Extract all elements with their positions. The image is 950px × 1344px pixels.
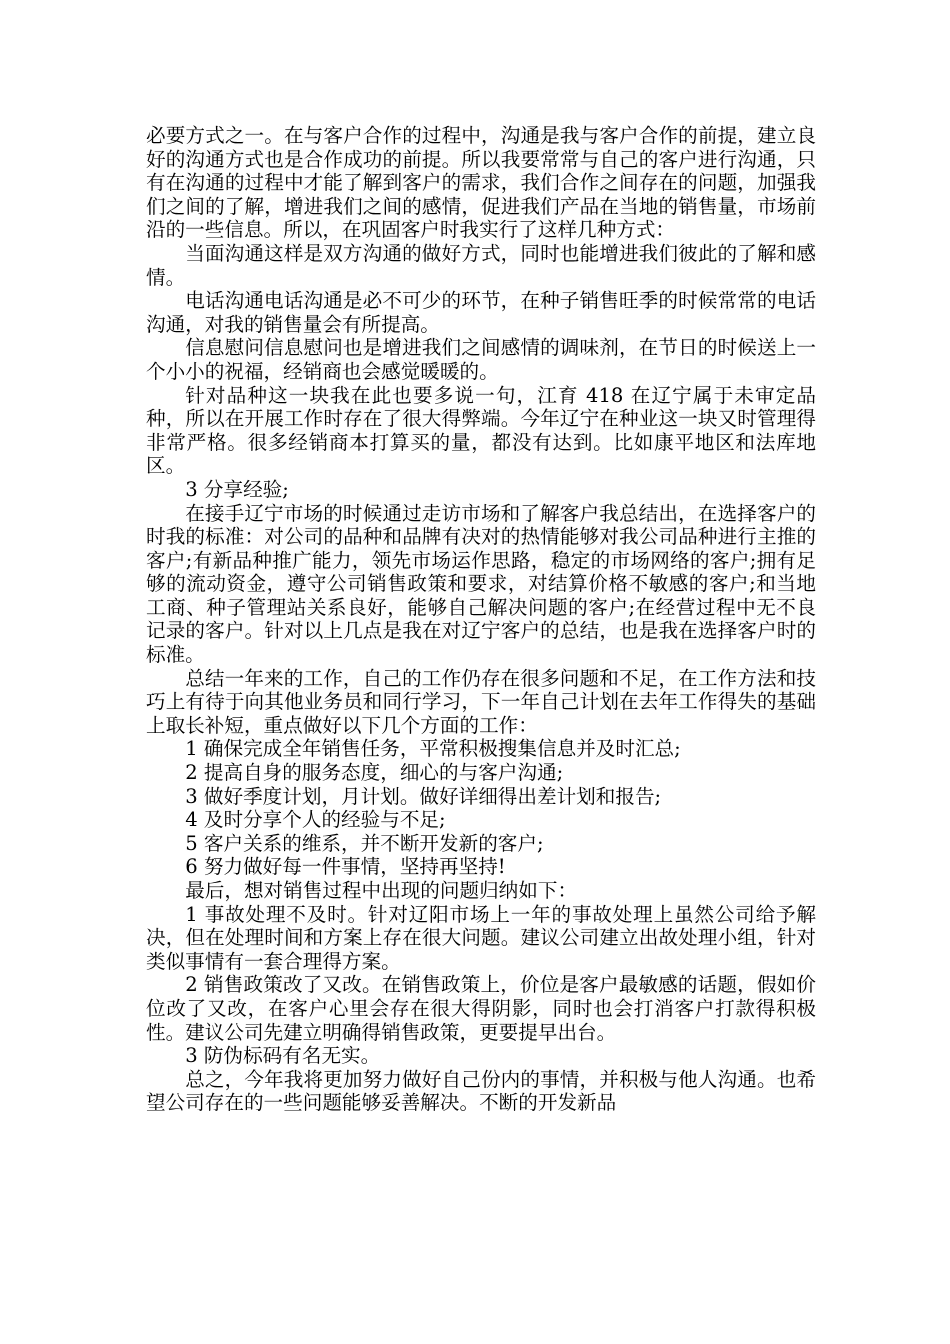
paragraph-conclusion: 总之，今年我将更加努力做好自己份内的事情，并积极与他人沟通。也希望公司存在的一些问题能够妥善解决。不断的开发新品	[146, 1067, 816, 1115]
paragraph-problems-intro: 最后，想对销售过程中出现的问题归纳如下：	[185, 879, 578, 902]
paragraph-message: 信息慰问信息慰问也是增进我们之间感情的调味剂，在节日的时候送上一个小小的祝福，经销商也会感觉暖暖的。	[146, 336, 816, 383]
list-item: 4 及时分享个人的经验与不足;	[185, 808, 446, 832]
problem-item: 1 事故处理不及时。针对辽阳市场上一年的事故处理上虽然公司给予解决，但在处理时间和方案上存在很大问题。建议公司建立出故处理小组，针对类似事情有一套合理得方案。	[146, 902, 816, 973]
paragraph-face-to-face: 当面沟通这样是双方沟通的做好方式，同时也能增进我们彼此的了解和感情。	[146, 241, 816, 289]
list-item: 5 客户关系的维系，并不断开发新的客户;	[185, 831, 544, 855]
paragraph-summary: 总结一年来的工作，自己的工作仍存在很多问题和不足，在工作方法和技巧上有待于向其他业务员和同行学习，下一年自己计划在去年工作得失的基础上取长补短，重点做好以下几个方面的工作：	[146, 666, 816, 737]
paragraph-continuation: 必要方式之一。在与客户合作的过程中，沟通是我与客户合作的前提，建立良好的沟通方式也是合作成功的前提。所以我要常常与自己的客户进行沟通，只有在沟通的过程中才能了解到客户的需求，我们合作之间存在的问题，加强我们之间的了解，增进我们之间的感情，促进我们产品在当地的销售量，市场前沿的一些信息。所以，在巩固客户时我实行了这样几种方式：	[146, 124, 816, 242]
document-body	[146, 124, 816, 1115]
problem-item: 3 防伪标码有名无实。	[185, 1044, 381, 1068]
paragraph-variety: 针对品种这一块我在此也要多说一句，江育 418 在辽宁属于未审定品种，所以在开展工作时存在了很大得弊端。今年辽宁在种业这一块又时管理得非常严格。很多经销商本打算买的量，都没有达到。比如康平地区和法库地区。	[146, 383, 816, 478]
problem-item: 2 销售政策改了又改。在销售政策上，价位是客户最敏感的话题，假如价位改了又改，在客户心里会存在很大得阴影，同时也会打消客户打款得积极性。建议公司先建立明确得销售政策，更要提早出台。	[146, 973, 816, 1044]
list-item: 2 提高自身的服务态度，细心的与客户沟通;	[185, 761, 564, 785]
paragraph-criteria: 在接手辽宁市场的时候通过走访市场和了解客户我总结出，在选择客户的时我的标准：对公司的品种和品牌有决对的热情能够对我公司品种进行主推的客户;有新品种推广能力，领先市场运作思路，稳定的市场网络的客户;拥有足够的流动资金，遵守公司销售政策和要求，对结算价格不敏感的客户;和当地工商、种子管理站关系良好，能够自己解决问题的客户;在经营过程中无不良记录的客户。针对以上几点是我在对辽宁客户的总结，也是我在选择客户时的标准。	[146, 501, 816, 667]
list-item: 3 做好季度计划，月计划。做好详细得出差计划和报告;	[185, 784, 662, 808]
section-heading-experience: 3 分享经验;	[185, 477, 289, 501]
list-item: 1 确保完成全年销售任务，平常积极搜集信息并及时汇总;	[185, 737, 681, 761]
list-item: 6 努力做好每一件事情，坚持再坚持!	[185, 855, 506, 879]
paragraph-phone: 电话沟通电话沟通是必不可少的环节，在种子销售旺季的时候常常的电话沟通，对我的销售量会有所提高。	[146, 289, 816, 336]
